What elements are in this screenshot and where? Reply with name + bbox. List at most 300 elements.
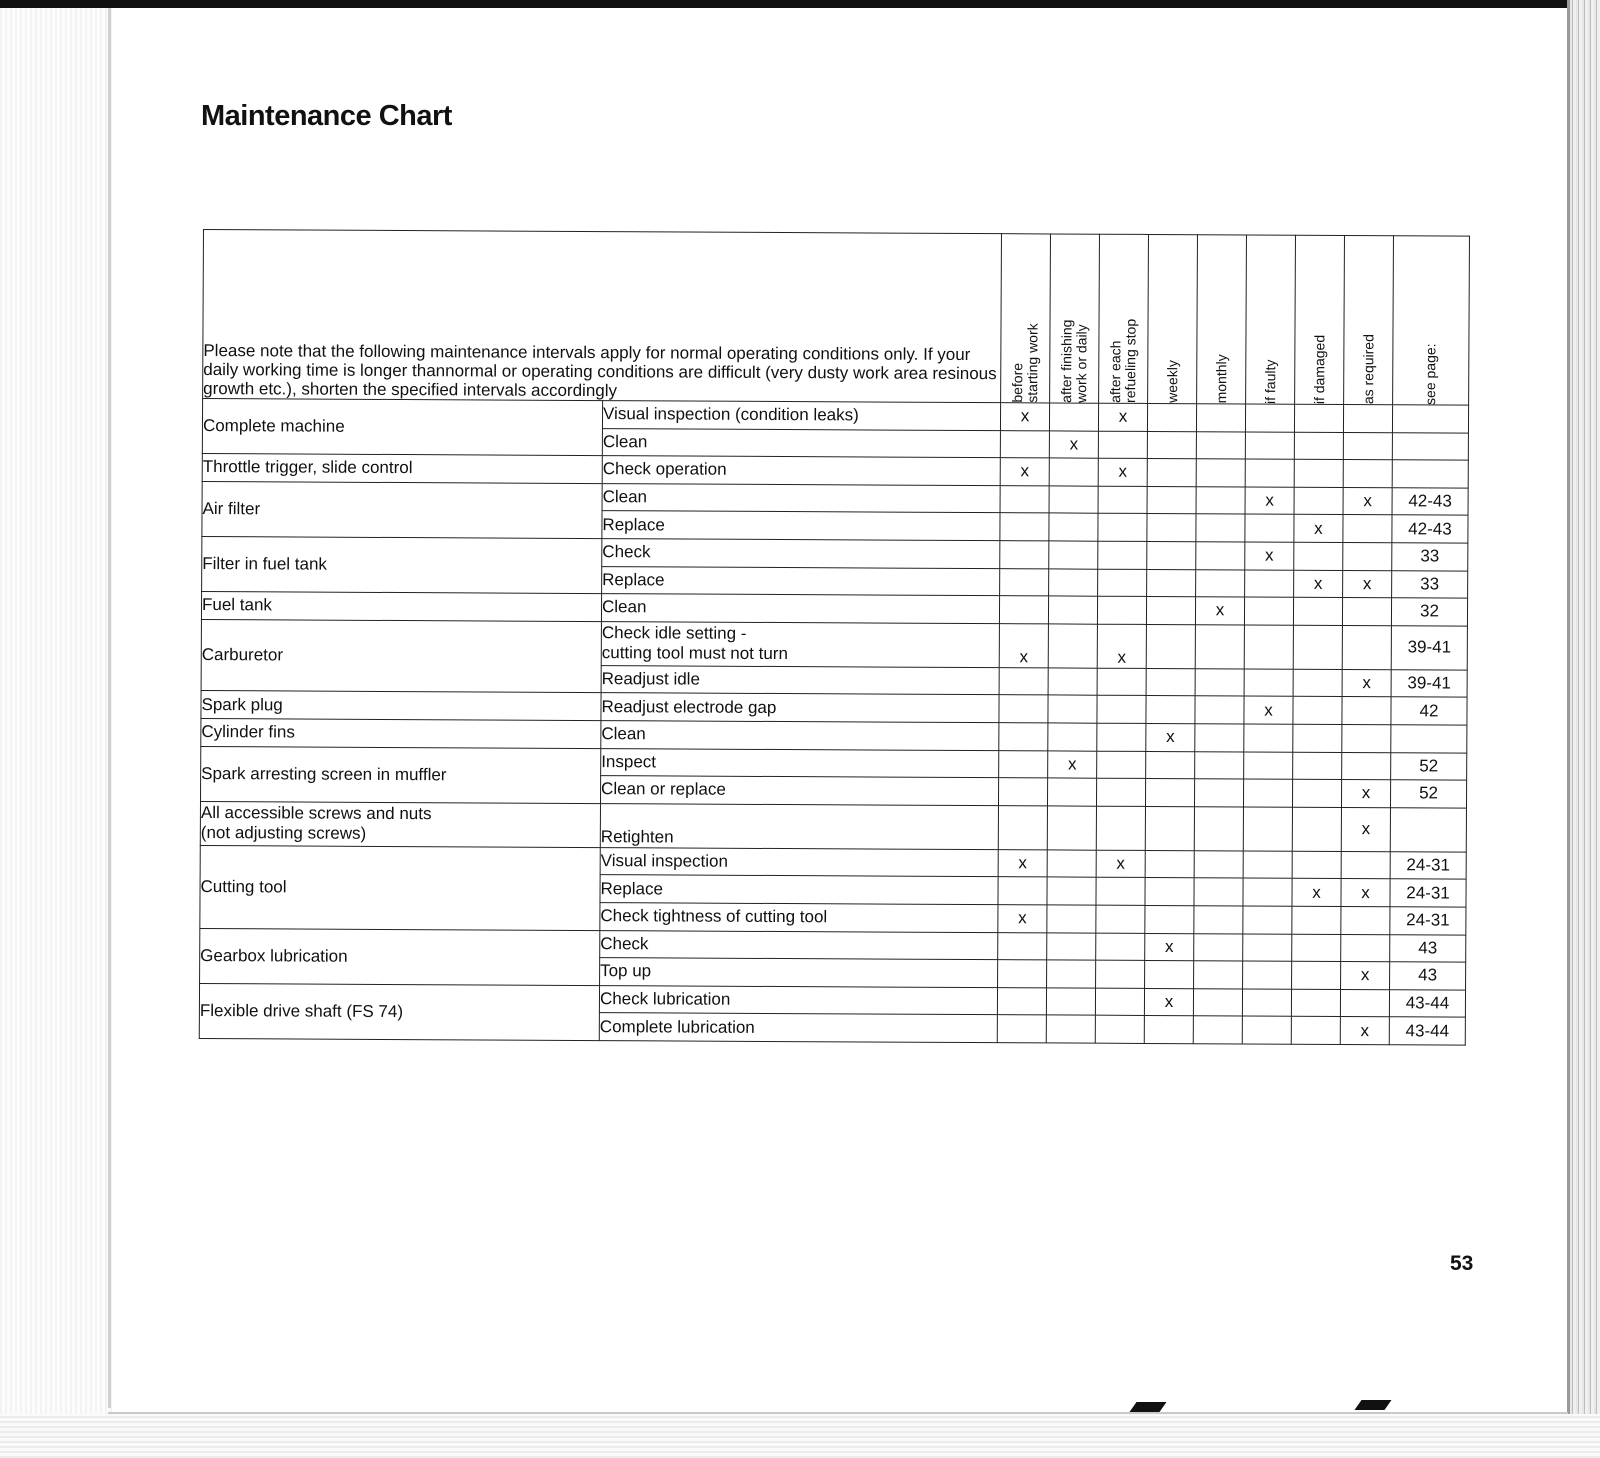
see-page-cell [1390, 807, 1466, 851]
action-cell [601, 693, 999, 723]
interval-mark [1193, 1016, 1242, 1044]
interval-mark [1342, 752, 1391, 780]
action-name: Retighten [600, 826, 674, 847]
action-cell [601, 721, 999, 751]
see-page-cell: 52 [1391, 752, 1467, 780]
interval-mark: x [1098, 458, 1147, 486]
interval-mark [1195, 668, 1244, 696]
interval-mark [1293, 724, 1342, 752]
action-cell [602, 539, 1000, 569]
see-page-cell [1391, 725, 1467, 753]
see-page-cell: 42-43 [1392, 488, 1468, 516]
scan-edge-left [0, 8, 112, 1458]
interval-mark [1342, 697, 1391, 725]
col-if-damaged: if damaged [1295, 235, 1345, 404]
interval-mark [1293, 625, 1342, 669]
interval-mark [1098, 569, 1147, 597]
see-page-cell [1392, 460, 1468, 488]
action-name: Complete lubrication [599, 1016, 755, 1037]
action-cell [602, 483, 1000, 513]
interval-mark [1293, 669, 1342, 697]
interval-mark [1047, 932, 1096, 960]
interval-mark [1292, 906, 1341, 934]
component-name: Cutting tool [200, 876, 287, 897]
see-page-cell: 33 [1392, 543, 1468, 571]
interval-mark [1047, 850, 1096, 878]
interval-mark [998, 805, 1047, 849]
component-cell [200, 845, 600, 930]
interval-mark: x [1145, 933, 1194, 961]
page-edge-right [1567, 0, 1570, 1420]
interval-mark [1146, 624, 1195, 668]
interval-mark [997, 987, 1046, 1015]
interval-mark [1096, 905, 1145, 933]
action-name: Check idle setting - [601, 623, 747, 644]
interval-mark [1292, 961, 1341, 989]
component-name: Complete machine [202, 416, 345, 436]
see-page-cell: 32 [1391, 598, 1467, 626]
see-page-cell: 43 [1390, 934, 1466, 962]
interval-mark [1146, 696, 1195, 724]
interval-mark [1196, 542, 1245, 570]
interval-mark [1291, 1016, 1340, 1044]
interval-mark: x [1244, 696, 1293, 724]
component-cell [202, 536, 602, 593]
interval-mark: x [999, 623, 1048, 667]
interval-mark [1147, 431, 1196, 459]
interval-mark [1098, 486, 1147, 514]
interval-mark [1340, 989, 1389, 1017]
interval-mark [1294, 487, 1343, 515]
interval-mark: x [1342, 780, 1391, 808]
action-name-line2: cutting tool must not turn [601, 643, 788, 664]
action-name: Check lubrication [599, 989, 731, 1009]
interval-mark [1147, 403, 1196, 431]
interval-mark [1242, 989, 1291, 1017]
action-cell [602, 511, 1000, 541]
interval-mark [1343, 515, 1392, 543]
interval-mark [1245, 570, 1294, 598]
interval-mark: x [1245, 487, 1294, 515]
interval-mark [1145, 878, 1194, 906]
interval-mark [1000, 541, 1049, 569]
interval-mark [1049, 568, 1098, 596]
interval-mark [1194, 806, 1243, 850]
component-cell [201, 619, 601, 693]
page-title: Maintenance Chart [201, 100, 452, 132]
interval-mark [1048, 695, 1097, 723]
interval-mark: x [1098, 403, 1147, 431]
see-page-cell: 39-41 [1391, 625, 1467, 669]
interval-mark: x [1097, 624, 1146, 668]
action-cell [601, 594, 999, 624]
interval-mark [1047, 806, 1096, 850]
interval-mark: x [1146, 723, 1195, 751]
table-row [201, 619, 1467, 670]
action-name: Inspect [601, 751, 657, 772]
interval-mark [1193, 988, 1242, 1016]
see-page-cell: 43-44 [1389, 1017, 1465, 1045]
interval-mark [1294, 432, 1343, 460]
interval-mark [1145, 961, 1194, 989]
component-name: Flexible drive shaft (FS 74) [199, 1000, 404, 1021]
interval-mark [1097, 668, 1146, 696]
interval-mark [1341, 851, 1390, 879]
interval-mark [997, 1015, 1046, 1043]
interval-mark [1292, 851, 1341, 879]
action-cell [602, 401, 1000, 431]
interval-mark [1095, 988, 1144, 1016]
interval-mark [1097, 751, 1146, 779]
interval-mark [1244, 669, 1293, 697]
interval-mark [1147, 514, 1196, 542]
component-name: Fuel tank [201, 595, 273, 615]
col-before-starting-work: before starting work [1001, 234, 1051, 403]
interval-mark [1095, 1015, 1144, 1043]
interval-mark [1049, 513, 1098, 541]
component-cell [202, 399, 602, 456]
see-page-cell: 42-43 [1392, 515, 1468, 543]
component-cell [200, 928, 600, 985]
interval-mark [1243, 807, 1292, 851]
interval-mark [1145, 806, 1194, 850]
component-cell [201, 691, 601, 721]
action-name: Clean [601, 724, 646, 744]
col-after-finishing-work: after finishing work or daily [1050, 234, 1100, 403]
interval-mark [1195, 751, 1244, 779]
interval-mark [1147, 486, 1196, 514]
interval-mark [1243, 906, 1292, 934]
interval-mark: x [1342, 669, 1391, 697]
interval-mark [998, 877, 1047, 905]
interval-mark: x [1292, 879, 1341, 907]
interval-mark [1194, 906, 1243, 934]
table-row [200, 928, 1466, 962]
component-cell [202, 481, 602, 538]
interval-mark [1245, 459, 1294, 487]
page-edge-bottom [108, 1412, 1568, 1414]
interval-mark: x [1294, 515, 1343, 543]
see-page-cell [1392, 405, 1468, 433]
interval-mark [1146, 597, 1195, 625]
action-cell [600, 930, 998, 960]
table-row [201, 746, 1467, 780]
interval-mark [1341, 906, 1390, 934]
component-cell [201, 718, 601, 748]
interval-mark [1096, 960, 1145, 988]
interval-mark [1145, 905, 1194, 933]
interval-mark [1000, 513, 1049, 541]
see-page-cell: 42 [1391, 697, 1467, 725]
interval-mark [1147, 569, 1196, 597]
interval-mark: x [1048, 750, 1097, 778]
interval-mark [1292, 934, 1341, 962]
action-cell [601, 748, 999, 778]
interval-mark [1195, 624, 1244, 668]
interval-mark [1291, 989, 1340, 1017]
interval-mark [1097, 696, 1146, 724]
action-cell [600, 902, 998, 932]
see-page-cell: 43 [1390, 962, 1466, 990]
interval-mark [998, 960, 1047, 988]
interval-mark: x [1000, 458, 1049, 486]
interval-mark [1293, 597, 1342, 625]
action-cell [600, 875, 998, 905]
interval-mark [1049, 458, 1098, 486]
interval-mark [999, 667, 1048, 695]
component-cell [199, 983, 599, 1040]
interval-mark [1244, 779, 1293, 807]
interval-mark [1047, 905, 1096, 933]
component-name: Gearbox lubrication [200, 945, 348, 966]
interval-mark [1196, 569, 1245, 597]
component-name: Carburetor [201, 645, 284, 665]
action-name: Replace [600, 878, 663, 899]
action-name: Check [600, 933, 649, 954]
action-cell [600, 847, 998, 877]
interval-mark [1048, 668, 1097, 696]
interval-mark: x [1294, 570, 1343, 598]
see-page-cell: 39-41 [1391, 669, 1467, 697]
interval-mark: x [1341, 807, 1390, 851]
interval-mark [1293, 779, 1342, 807]
interval-mark [1195, 696, 1244, 724]
interval-mark [1146, 779, 1195, 807]
interval-mark: x [1049, 431, 1098, 459]
action-name: Clean [602, 487, 648, 507]
interval-mark [1343, 404, 1392, 432]
interval-mark [1294, 542, 1343, 570]
interval-mark [1195, 779, 1244, 807]
interval-mark [999, 778, 1048, 806]
action-name: Visual inspection (condition leaks) [602, 404, 859, 425]
interval-mark [1098, 541, 1147, 569]
interval-mark [1342, 625, 1391, 669]
interval-mark [1097, 723, 1146, 751]
interval-mark: x [1144, 988, 1193, 1016]
interval-mark [1096, 806, 1145, 850]
interval-mark: x [1343, 570, 1392, 598]
interval-mark [1293, 752, 1342, 780]
page-number: 53 [1450, 1252, 1474, 1275]
interval-mark [1244, 597, 1293, 625]
interval-mark [1243, 961, 1292, 989]
interval-mark [1343, 460, 1392, 488]
interval-mark [1147, 459, 1196, 487]
table-row [202, 536, 1468, 570]
interval-mark [1195, 724, 1244, 752]
interval-mark [1049, 403, 1098, 431]
interval-mark [1046, 1015, 1095, 1043]
component-name: All accessible screws and nuts [200, 803, 432, 824]
action-cell [602, 456, 1000, 486]
action-cell [600, 803, 998, 849]
page-edge-left [108, 8, 111, 1408]
action-name: Clean or replace [601, 779, 726, 800]
interval-mark [1000, 430, 1049, 458]
interval-mark [1194, 878, 1243, 906]
component-cell [202, 454, 602, 484]
col-as-required: as required [1344, 235, 1394, 404]
col-monthly: monthly [1197, 235, 1247, 404]
see-page-cell: 24-31 [1390, 851, 1466, 879]
interval-mark: x [1343, 487, 1392, 515]
interval-mark: x [1340, 1017, 1389, 1045]
interval-mark [1245, 432, 1294, 460]
component-cell [200, 801, 600, 847]
interval-mark [1293, 697, 1342, 725]
interval-mark [1243, 933, 1292, 961]
see-page-cell: 52 [1391, 780, 1467, 808]
component-name: Throttle trigger, slide control [202, 457, 413, 478]
see-page-cell: 33 [1392, 570, 1468, 598]
interval-mark [1342, 598, 1391, 626]
component-name: Spark arresting screen in muffler [201, 763, 447, 784]
interval-mark [1342, 724, 1391, 752]
table-row [200, 801, 1466, 852]
crop-mark [1129, 1402, 1166, 1412]
interval-mark: x [1000, 403, 1049, 431]
action-name: Clean [601, 597, 647, 617]
interval-mark [1098, 431, 1147, 459]
interval-mark [1194, 933, 1243, 961]
interval-mark [1048, 624, 1097, 668]
interval-mark [1000, 568, 1049, 596]
col-see-page: see page: [1393, 236, 1470, 405]
action-name: Visual inspection [600, 851, 729, 871]
interval-mark: x [1341, 962, 1390, 990]
interval-mark [1343, 432, 1392, 460]
interval-mark [1098, 514, 1147, 542]
col-after-each-refueling-stop: after each refueling stop [1099, 234, 1149, 403]
interval-mark: x [1341, 879, 1390, 907]
action-cell [601, 665, 999, 695]
component-name: Cylinder fins [201, 722, 295, 742]
see-page-cell [1392, 432, 1468, 460]
interval-mark [999, 723, 1048, 751]
scan-edge-bottom [0, 1414, 1600, 1458]
interval-mark [1047, 960, 1096, 988]
interval-mark [999, 750, 1048, 778]
action-cell [599, 1013, 997, 1043]
col-weekly: weekly [1148, 234, 1198, 403]
interval-mark [1243, 878, 1292, 906]
component-name: Spark plug [201, 694, 283, 715]
interval-mark [1244, 625, 1293, 669]
interval-mark [1048, 596, 1097, 624]
interval-mark [1146, 751, 1195, 779]
table-row [202, 399, 1468, 433]
action-name: Top up [600, 961, 652, 981]
action-cell [600, 776, 998, 806]
interval-mark [1194, 850, 1243, 878]
interval-mark: x [1096, 850, 1145, 878]
interval-mark [1097, 778, 1146, 806]
col-if-faulty: if faulty [1246, 235, 1296, 404]
action-name: Readjust electrode gap [601, 696, 777, 717]
action-cell [601, 621, 999, 667]
interval-mark [1343, 542, 1392, 570]
table-row [200, 845, 1466, 879]
maintenance-table [199, 229, 1470, 1045]
interval-mark [1196, 486, 1245, 514]
interval-mark: x [998, 849, 1047, 877]
interval-mark [1048, 778, 1097, 806]
action-cell [600, 958, 998, 988]
interval-mark [1196, 459, 1245, 487]
action-name: Replace [602, 514, 665, 535]
action-cell [599, 985, 997, 1015]
interval-mark [1194, 961, 1243, 989]
scan-edge-right [1570, 0, 1600, 1458]
interval-mark [999, 695, 1048, 723]
interval-mark [1196, 404, 1245, 432]
action-name: Readjust idle [601, 669, 700, 689]
interval-mark: x [998, 905, 1047, 933]
see-page-cell: 24-31 [1390, 907, 1466, 935]
scan-edge-top [0, 0, 1600, 8]
interval-mark [1049, 486, 1098, 514]
interval-mark [1294, 459, 1343, 487]
component-name: Air filter [202, 498, 261, 519]
action-name: Check tightness of cutting tool [600, 906, 828, 927]
action-name: Clean [602, 431, 648, 452]
interval-mark [1144, 1016, 1193, 1044]
interval-mark [1242, 1016, 1291, 1044]
interval-mark [1292, 807, 1341, 851]
see-page-cell: 43-44 [1389, 989, 1465, 1017]
interval-mark [1341, 934, 1390, 962]
action-name: Replace [602, 569, 665, 590]
interval-mark: x [1245, 542, 1294, 570]
table-row [202, 481, 1468, 515]
interval-mark [1049, 541, 1098, 569]
component-cell [201, 746, 601, 803]
interval-mark [1244, 751, 1293, 779]
interval-mark [999, 596, 1048, 624]
table-row [199, 983, 1465, 1017]
component-name-line2: (not adjusting screws) [200, 823, 367, 844]
action-cell [602, 566, 1000, 596]
header-row [203, 230, 1470, 406]
interval-mark [1097, 596, 1146, 624]
component-cell [201, 592, 601, 622]
interval-mark [1196, 431, 1245, 459]
action-name: Check [602, 542, 651, 562]
see-page-cell: 24-31 [1390, 879, 1466, 907]
interval-mark [1096, 877, 1145, 905]
interval-mark [1048, 723, 1097, 751]
interval-mark [1145, 850, 1194, 878]
interval-mark [1245, 404, 1294, 432]
interval-mark [1244, 724, 1293, 752]
interval-mark [1047, 877, 1096, 905]
interval-mark [1196, 514, 1245, 542]
crop-mark [1354, 1400, 1391, 1410]
action-name: Check operation [602, 459, 727, 480]
interval-mark [1146, 668, 1195, 696]
interval-mark [1000, 485, 1049, 513]
interval-mark [1294, 404, 1343, 432]
interval-mark [1243, 851, 1292, 879]
intro-note: Please note that the following maintenance intervals apply for normal operating conditions only. If your daily working time is longer thannormal or operating conditions are difficult (very dusty work area resinous growth etc.), shorten the specified intervals accordingly [203, 230, 1002, 403]
action-cell [602, 428, 1000, 458]
interval-mark [1245, 514, 1294, 542]
interval-mark: x [1195, 597, 1244, 625]
interval-mark [1046, 988, 1095, 1016]
interval-mark [1147, 541, 1196, 569]
component-name: Filter in fuel tank [202, 554, 328, 574]
